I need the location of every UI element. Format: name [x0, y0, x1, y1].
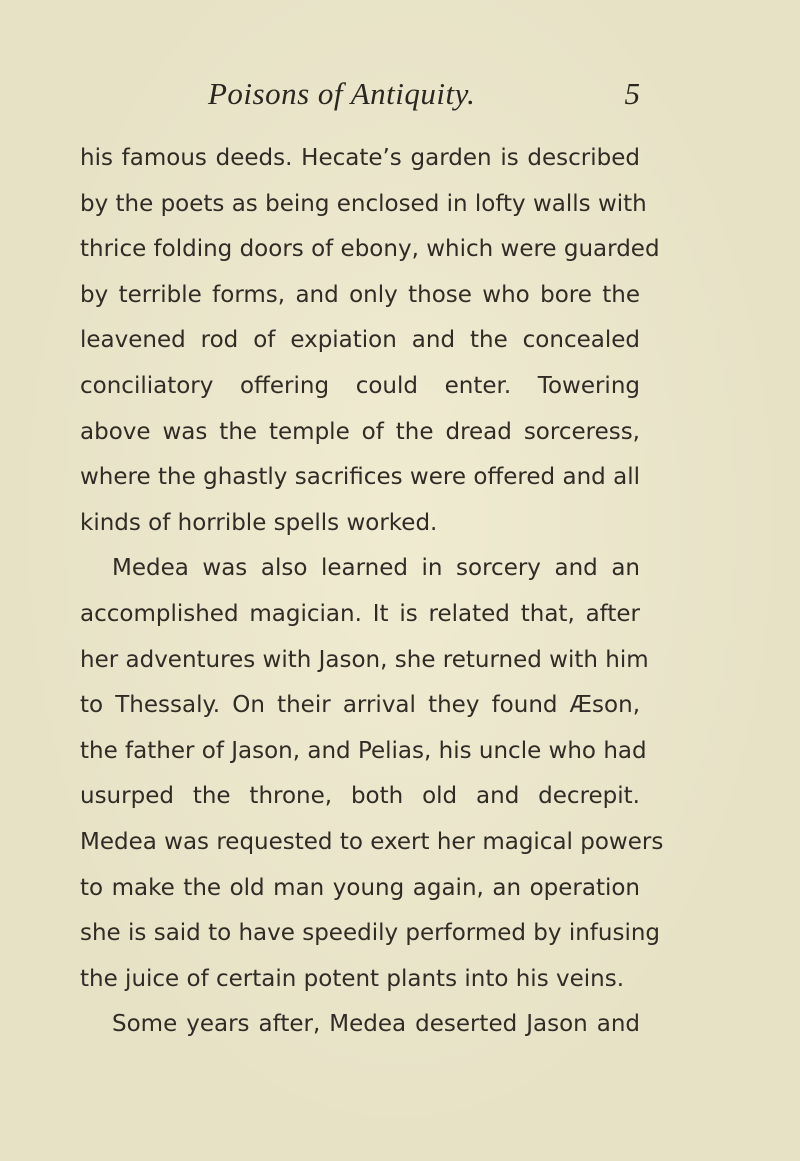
body-text	[80, 136, 664, 1048]
text-line: conciliatory offering could enter. Towering	[80, 372, 640, 399]
text-line: the juice of certain potent plants into his veins.	[80, 965, 625, 992]
text-line: Medea was requested to exert her magical powers	[80, 828, 664, 855]
text-line: by the poets as being enclosed in lofty walls with	[80, 190, 647, 217]
text-line: where the ghastly sacrifices were offered and all	[80, 464, 640, 491]
text-line: to Thessaly. On their arrival they found Æson,	[80, 692, 640, 719]
text-line: she is said to have speedily performed by infusing	[80, 920, 661, 947]
text-line: above was the temple of the dread sorceress,	[80, 418, 640, 445]
running-head-title: Poisons of Antiquity.	[208, 76, 476, 111]
text-line: kinds of horrible spells worked.	[80, 509, 438, 536]
text-line: Some years after, Medea deserted Jason and	[112, 1011, 640, 1038]
text-line: his famous deeds. Hecate’s garden is described	[80, 145, 640, 171]
text-line: her adventures with Jason, she returned with him	[80, 646, 649, 673]
running-head	[80, 76, 640, 112]
text-line: to make the old man young again, an operation	[80, 874, 640, 901]
text-line: Medea was also learned in sorcery and an	[112, 555, 640, 582]
text-line: usurped the throne, both old and decrepit.	[80, 783, 640, 810]
text-line: the father of Jason, and Pelias, his uncle who had	[80, 737, 647, 764]
text-line: by terrible forms, and only those who bore the	[80, 281, 640, 308]
text-line: thrice folding doors of ebony, which were guarded	[80, 236, 660, 263]
text-line: leavened rod of expiation and the concealed	[80, 327, 640, 354]
text-line: accomplished magician. It is related that, after	[80, 600, 640, 627]
page-number: 5	[624, 76, 640, 111]
